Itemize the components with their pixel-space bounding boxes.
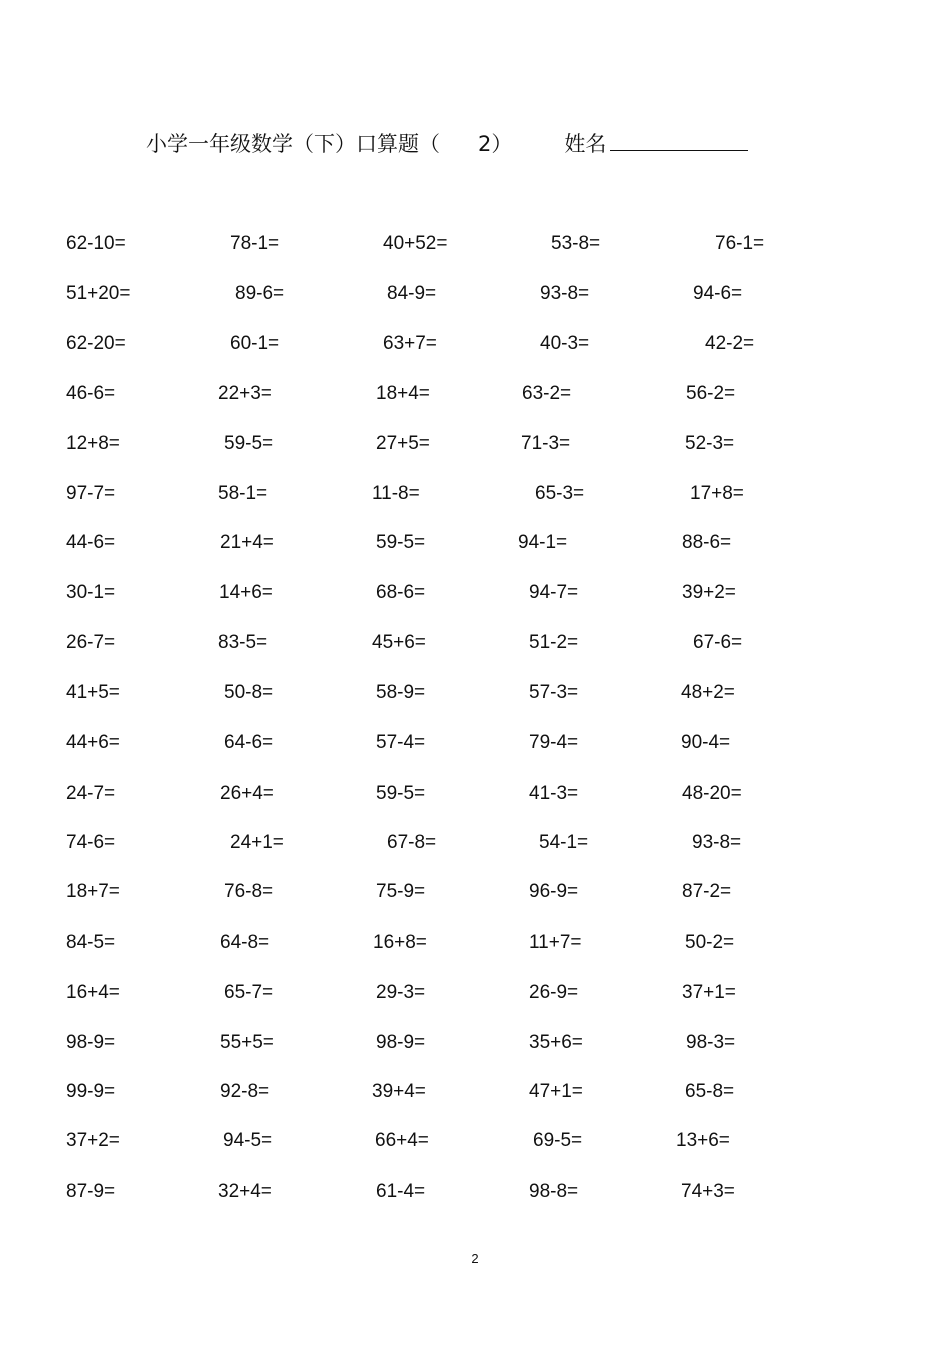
arithmetic-problem: 57-3=: [529, 682, 579, 703]
arithmetic-problem: 53-8=: [551, 233, 601, 254]
arithmetic-problem: 24-7=: [66, 783, 116, 804]
page-number: 2: [471, 1251, 479, 1266]
arithmetic-problem: 48+2=: [681, 682, 735, 703]
problem-row: [0, 728, 950, 758]
arithmetic-problem: 39+4=: [372, 1081, 426, 1102]
arithmetic-problem: 87-2=: [682, 881, 732, 902]
arithmetic-problem: 62-10=: [66, 233, 126, 254]
arithmetic-problem: 40-3=: [540, 333, 590, 354]
arithmetic-problem: 47+1=: [529, 1081, 583, 1102]
arithmetic-problem: 55+5=: [220, 1032, 274, 1053]
arithmetic-problem: 48-20=: [682, 783, 742, 804]
arithmetic-problem: 17+8=: [690, 483, 744, 504]
problem-row: [0, 429, 950, 459]
arithmetic-problem: 44+6=: [66, 732, 120, 753]
arithmetic-problem: 59-5=: [376, 532, 426, 553]
arithmetic-problem: 26-7=: [66, 632, 116, 653]
arithmetic-problem: 88-6=: [682, 532, 732, 553]
arithmetic-problem: 51+20=: [66, 283, 131, 304]
arithmetic-problem: 52-3=: [685, 433, 735, 454]
arithmetic-problem: 46-6=: [66, 383, 116, 404]
arithmetic-problem: 37+2=: [66, 1130, 120, 1151]
arithmetic-problem: 96-9=: [529, 881, 579, 902]
problem-row: [0, 379, 950, 409]
arithmetic-problem: 98-9=: [376, 1032, 426, 1053]
problem-row: [0, 329, 950, 359]
problem-row: [0, 978, 950, 1008]
arithmetic-problem: 18+4=: [376, 383, 430, 404]
arithmetic-problem: 92-8=: [220, 1081, 270, 1102]
arithmetic-problem: 41-3=: [529, 783, 579, 804]
arithmetic-problem: 22+3=: [218, 383, 272, 404]
arithmetic-problem: 99-9=: [66, 1081, 116, 1102]
arithmetic-problem: 84-9=: [387, 283, 437, 304]
arithmetic-problem: 68-6=: [376, 582, 426, 603]
arithmetic-problem: 63+7=: [383, 333, 437, 354]
arithmetic-problem: 37+1=: [682, 982, 736, 1003]
arithmetic-problem: 35+6=: [529, 1032, 583, 1053]
problem-row: [0, 528, 950, 558]
arithmetic-problem: 62-20=: [66, 333, 126, 354]
arithmetic-problem: 26+4=: [220, 783, 274, 804]
problem-row: [0, 1126, 950, 1156]
problem-row: [0, 828, 950, 858]
arithmetic-problem: 65-3=: [535, 483, 585, 504]
arithmetic-problem: 24+1=: [230, 832, 284, 853]
arithmetic-problem: 69-5=: [533, 1130, 583, 1151]
arithmetic-problem: 98-9=: [66, 1032, 116, 1053]
arithmetic-problem: 40+52=: [383, 233, 448, 254]
arithmetic-problem: 89-6=: [235, 283, 285, 304]
arithmetic-problem: 65-7=: [224, 982, 274, 1003]
arithmetic-problem: 90-4=: [681, 732, 731, 753]
arithmetic-problem: 84-5=: [66, 932, 116, 953]
arithmetic-problem: 66+4=: [375, 1130, 429, 1151]
arithmetic-problem: 75-9=: [376, 881, 426, 902]
arithmetic-problem: 74+3=: [681, 1181, 735, 1202]
arithmetic-problem: 94-1=: [518, 532, 568, 553]
arithmetic-problem: 16+4=: [66, 982, 120, 1003]
arithmetic-problem: 54-1=: [539, 832, 589, 853]
arithmetic-problem: 71-3=: [521, 433, 571, 454]
arithmetic-problem: 93-8=: [540, 283, 590, 304]
problem-row: [0, 928, 950, 958]
arithmetic-problem: 58-1=: [218, 483, 268, 504]
arithmetic-problem: 74-6=: [66, 832, 116, 853]
arithmetic-problem: 21+4=: [220, 532, 274, 553]
arithmetic-problem: 14+6=: [219, 582, 273, 603]
problem-row: [0, 479, 950, 509]
arithmetic-problem: 60-1=: [230, 333, 280, 354]
problem-row: [0, 229, 950, 259]
arithmetic-problem: 94-7=: [529, 582, 579, 603]
arithmetic-problem: 98-3=: [686, 1032, 736, 1053]
arithmetic-problem: 39+2=: [682, 582, 736, 603]
arithmetic-problem: 64-8=: [220, 932, 270, 953]
arithmetic-problem: 29-3=: [376, 982, 426, 1003]
arithmetic-problem: 13+6=: [676, 1130, 730, 1151]
title-number: 2）: [478, 132, 513, 156]
problem-row: [0, 578, 950, 608]
arithmetic-problem: 27+5=: [376, 433, 430, 454]
problem-row: [0, 1177, 950, 1207]
problem-row: [0, 678, 950, 708]
problem-row: [0, 628, 950, 658]
arithmetic-problem: 12+8=: [66, 433, 120, 454]
arithmetic-problem: 45+6=: [372, 632, 426, 653]
title-text: 小学一年级数学（下）口算题（: [146, 132, 440, 156]
arithmetic-problem: 98-8=: [529, 1181, 579, 1202]
arithmetic-problem: 56-2=: [686, 383, 736, 404]
arithmetic-problem: 83-5=: [218, 632, 268, 653]
arithmetic-problem: 76-1=: [715, 233, 765, 254]
arithmetic-problem: 11+7=: [529, 932, 582, 953]
arithmetic-problem: 67-6=: [693, 632, 743, 653]
arithmetic-problem: 63-2=: [522, 383, 572, 404]
arithmetic-problem: 57-4=: [376, 732, 426, 753]
arithmetic-problem: 51-2=: [529, 632, 579, 653]
arithmetic-problem: 50-8=: [224, 682, 274, 703]
arithmetic-problem: 93-8=: [692, 832, 742, 853]
arithmetic-problem: 87-9=: [66, 1181, 116, 1202]
arithmetic-problem: 94-6=: [693, 283, 743, 304]
arithmetic-problem: 16+8=: [373, 932, 427, 953]
problem-row: [0, 779, 950, 809]
arithmetic-problem: 59-5=: [224, 433, 274, 454]
arithmetic-problem: 59-5=: [376, 783, 426, 804]
arithmetic-problem: 44-6=: [66, 532, 116, 553]
arithmetic-problem: 67-8=: [387, 832, 437, 853]
arithmetic-problem: 50-2=: [685, 932, 735, 953]
arithmetic-problem: 94-5=: [223, 1130, 273, 1151]
arithmetic-problem: 78-1=: [230, 233, 280, 254]
arithmetic-problem: 64-6=: [224, 732, 274, 753]
problem-row: [0, 877, 950, 907]
arithmetic-problem: 76-8=: [224, 881, 274, 902]
arithmetic-problem: 26-9=: [529, 982, 579, 1003]
arithmetic-problem: 97-7=: [66, 483, 116, 504]
arithmetic-problem: 11-8=: [372, 483, 420, 504]
problem-row: [0, 1028, 950, 1058]
arithmetic-problem: 30-1=: [66, 582, 116, 603]
problem-row: [0, 279, 950, 309]
arithmetic-problem: 18+7=: [66, 881, 120, 902]
arithmetic-problem: 79-4=: [529, 732, 579, 753]
arithmetic-problem: 42-2=: [705, 333, 755, 354]
arithmetic-problem: 58-9=: [376, 682, 426, 703]
problem-row: [0, 1077, 950, 1107]
arithmetic-problem: 32+4=: [218, 1181, 272, 1202]
arithmetic-problem: 61-4=: [376, 1181, 426, 1202]
arithmetic-problem: 65-8=: [685, 1081, 735, 1102]
arithmetic-problem: 41+5=: [66, 682, 120, 703]
name-label: 姓名: [564, 132, 607, 156]
